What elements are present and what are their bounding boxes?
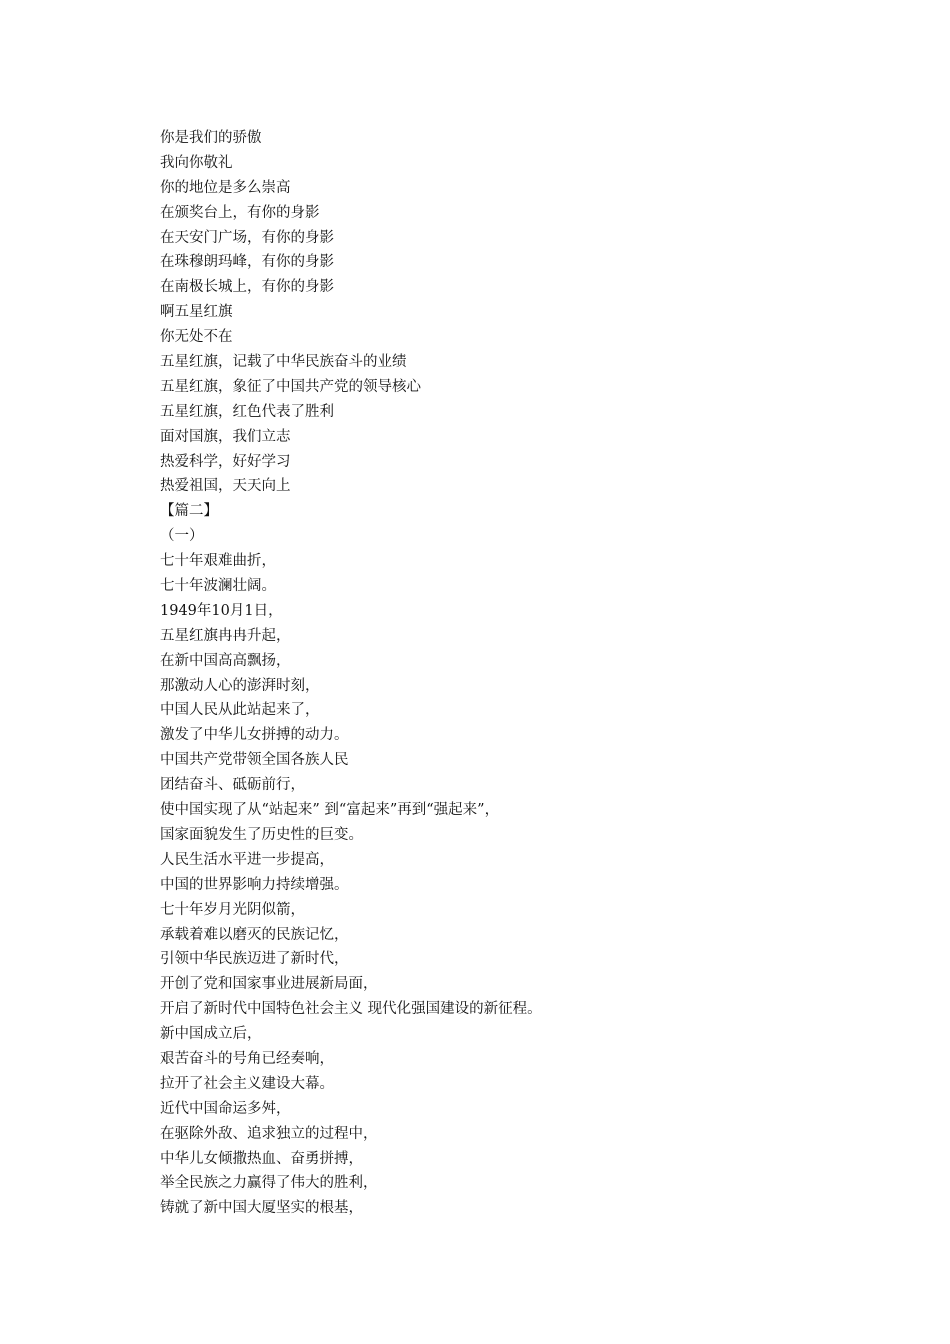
text-line: 在天安门广场，有你的身影: [160, 229, 334, 246]
text-line: 我向你敬礼: [160, 154, 233, 171]
text-line: 开启了新时代中国特色社会主义 现代化强国建设的新征程。: [160, 1001, 542, 1018]
text-line: 你无处不在: [160, 329, 233, 346]
subsection-heading: （一）: [160, 528, 204, 545]
text-line: 在珠穆朗玛峰，有你的身影: [160, 254, 334, 271]
text-line: 承载着难以磨灭的民族记忆，: [160, 926, 349, 943]
text-line: 国家面貌发生了历史性的巨变。: [160, 826, 363, 843]
text-line: 五星红旗，象征了中国共产党的领导核心: [160, 378, 421, 395]
text-line: 七十年岁月光阴似箭，: [160, 901, 305, 918]
text-line: 面对国旗，我们立志: [160, 428, 291, 445]
text-line: 热爱祖国，天天向上: [160, 478, 291, 495]
text-line: 激发了中华儿女拼搏的动力。: [160, 727, 349, 744]
section-heading: 【篇二】: [160, 503, 218, 520]
text-line: 举全民族之力赢得了伟大的胜利，: [160, 1175, 378, 1192]
text-line: 中国共产党带领全国各族人民: [160, 752, 349, 769]
text-line: 中国的世界影响力持续增强。: [160, 876, 349, 893]
text-line: 使中国实现了从“站起来” 到“富起来”再到“强起来”，: [160, 802, 500, 819]
text-line: 你是我们的骄傲: [160, 130, 262, 146]
text-line: 啊五星红旗: [160, 304, 233, 321]
text-line: 在南极长城上，有你的身影: [160, 279, 334, 296]
text-line: 七十年艰难曲折，: [160, 553, 276, 570]
text-line: 热爱科学，好好学习: [160, 453, 291, 470]
text-line: 五星红旗，红色代表了胜利: [160, 403, 334, 420]
text-line: 近代中国命运多舛，: [160, 1100, 291, 1117]
text-line: 1949年10月1日，: [160, 602, 283, 619]
text-line: 在驱除外敌、追求独立的过程中，: [160, 1125, 378, 1142]
text-line: 五星红旗冉冉升起，: [160, 627, 291, 644]
text-line: 新中国成立后，: [160, 1026, 262, 1043]
poem-text: [160, 126, 860, 1221]
text-line: 中华儿女倾撒热血、奋勇拼搏，: [160, 1150, 363, 1167]
text-line: 在新中国高高飘扬，: [160, 652, 291, 669]
text-line: 中国人民从此站起来了，: [160, 702, 320, 719]
text-line: 你的地位是多么崇高: [160, 179, 291, 196]
text-line: 在颁奖台上，有你的身影: [160, 204, 320, 221]
text-line: 引领中华民族迈进了新时代，: [160, 951, 349, 968]
text-line: 铸就了新中国大厦坚实的根基，: [160, 1200, 363, 1217]
text-line: 七十年波澜壮阔。: [160, 578, 276, 595]
text-line: 拉开了社会主义建设大幕。: [160, 1075, 334, 1092]
text-line: 开创了党和国家事业进展新局面，: [160, 976, 378, 993]
text-line: 人民生活水平进一步提高，: [160, 851, 334, 868]
text-line: 团结奋斗、砥砺前行，: [160, 777, 305, 794]
text-line: 五星红旗，记载了中华民族奋斗的业绩: [160, 354, 407, 371]
text-line: 艰苦奋斗的号角已经奏响，: [160, 1050, 334, 1067]
text-line: 那激动人心的澎湃时刻，: [160, 677, 320, 694]
